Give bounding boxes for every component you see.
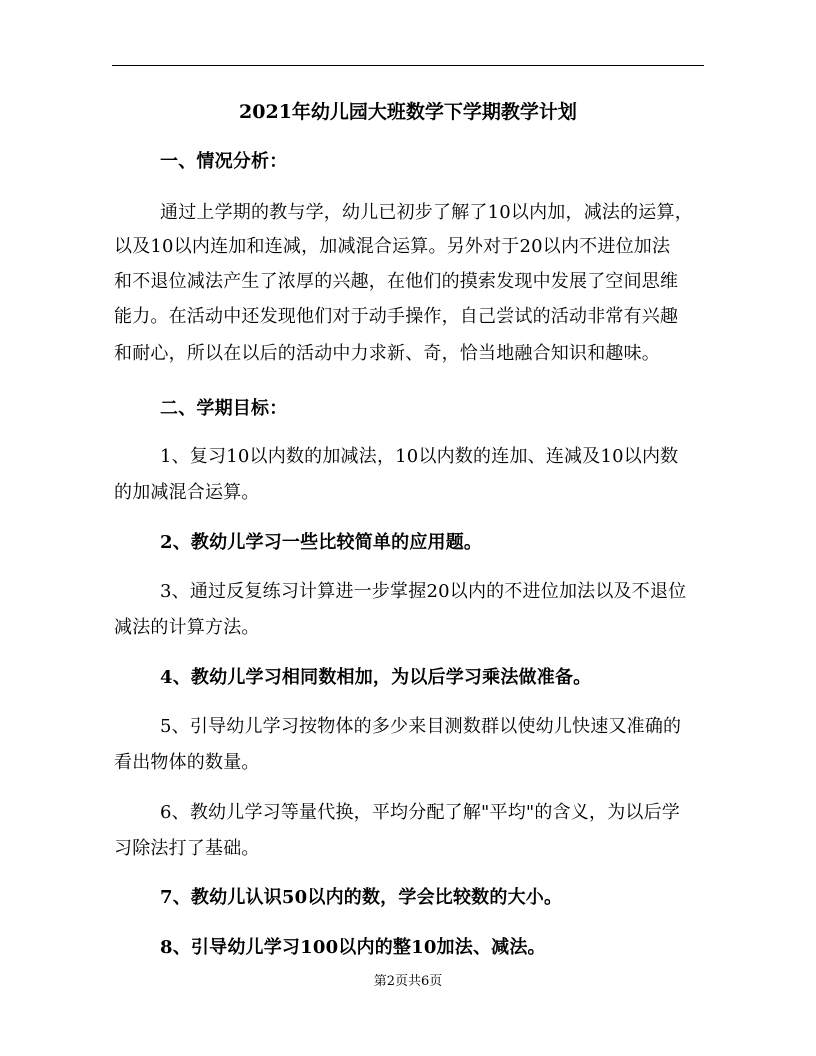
goal-1-line-1: 1、复习10以内数的加减法，10以内数的连加、连减及10以内数 [160, 446, 679, 467]
goal-3-line-2: 减法的计算方法。 [114, 617, 260, 638]
section2-heading: 二、学期目标： [160, 398, 288, 419]
goal-6-line-2: 习除法打了基础。 [114, 838, 260, 859]
section1-line-1: 通过上学期的教与学，幼儿已初步了解了10以内加，减法的运算， [160, 202, 693, 223]
goal-4: 4、教幼儿学习相同数相加，为以后学习乘法做准备。 [160, 667, 592, 688]
section1-line-4: 能力。在活动中还发现他们对于动手操作，自己尝试的活动非常有兴趣 [114, 306, 679, 327]
page-number: 第2页共6页 [373, 974, 443, 989]
section1-line-3: 和不退位减法产生了浓厚的兴趣，在他们的摸索发现中发展了空间思维 [114, 271, 679, 292]
goal-3-line-1: 3、通过反复练习计算进一步掌握20以内的不进位加法以及不退位 [160, 581, 687, 602]
goal-1-line-2: 的加减混合运算。 [114, 482, 260, 503]
page-title: 2021年幼儿园大班数学下学期教学计划 [239, 101, 577, 123]
goal-5-line-1: 5、引导幼儿学习按物体的多少来目测数群以使幼儿快速又准确的 [160, 716, 682, 737]
goal-5-line-2: 看出物体的数量。 [114, 752, 260, 773]
goal-6-line-1: 6、教幼儿学习等量代换，平均分配了解"平均"的含义，为以后学 [160, 802, 681, 823]
section1-line-5: 和耐心，所以在以后的活动中力求新、奇，恰当地融合知识和趣味。 [114, 343, 660, 364]
goal-7: 7、教幼儿认识50以内的数，学会比较数的大小。 [160, 887, 563, 908]
goal-2: 2、教幼儿学习一些比较简单的应用题。 [160, 532, 483, 553]
section1-line-2: 以及10以内连加和连减，加减混合运算。另外对于20以内不进位加法 [114, 236, 671, 257]
header-rule [112, 65, 704, 66]
goal-8: 8、引导幼儿学习100以内的整10加法、减法。 [160, 937, 546, 958]
section1-heading: 一、情况分析： [160, 151, 288, 172]
